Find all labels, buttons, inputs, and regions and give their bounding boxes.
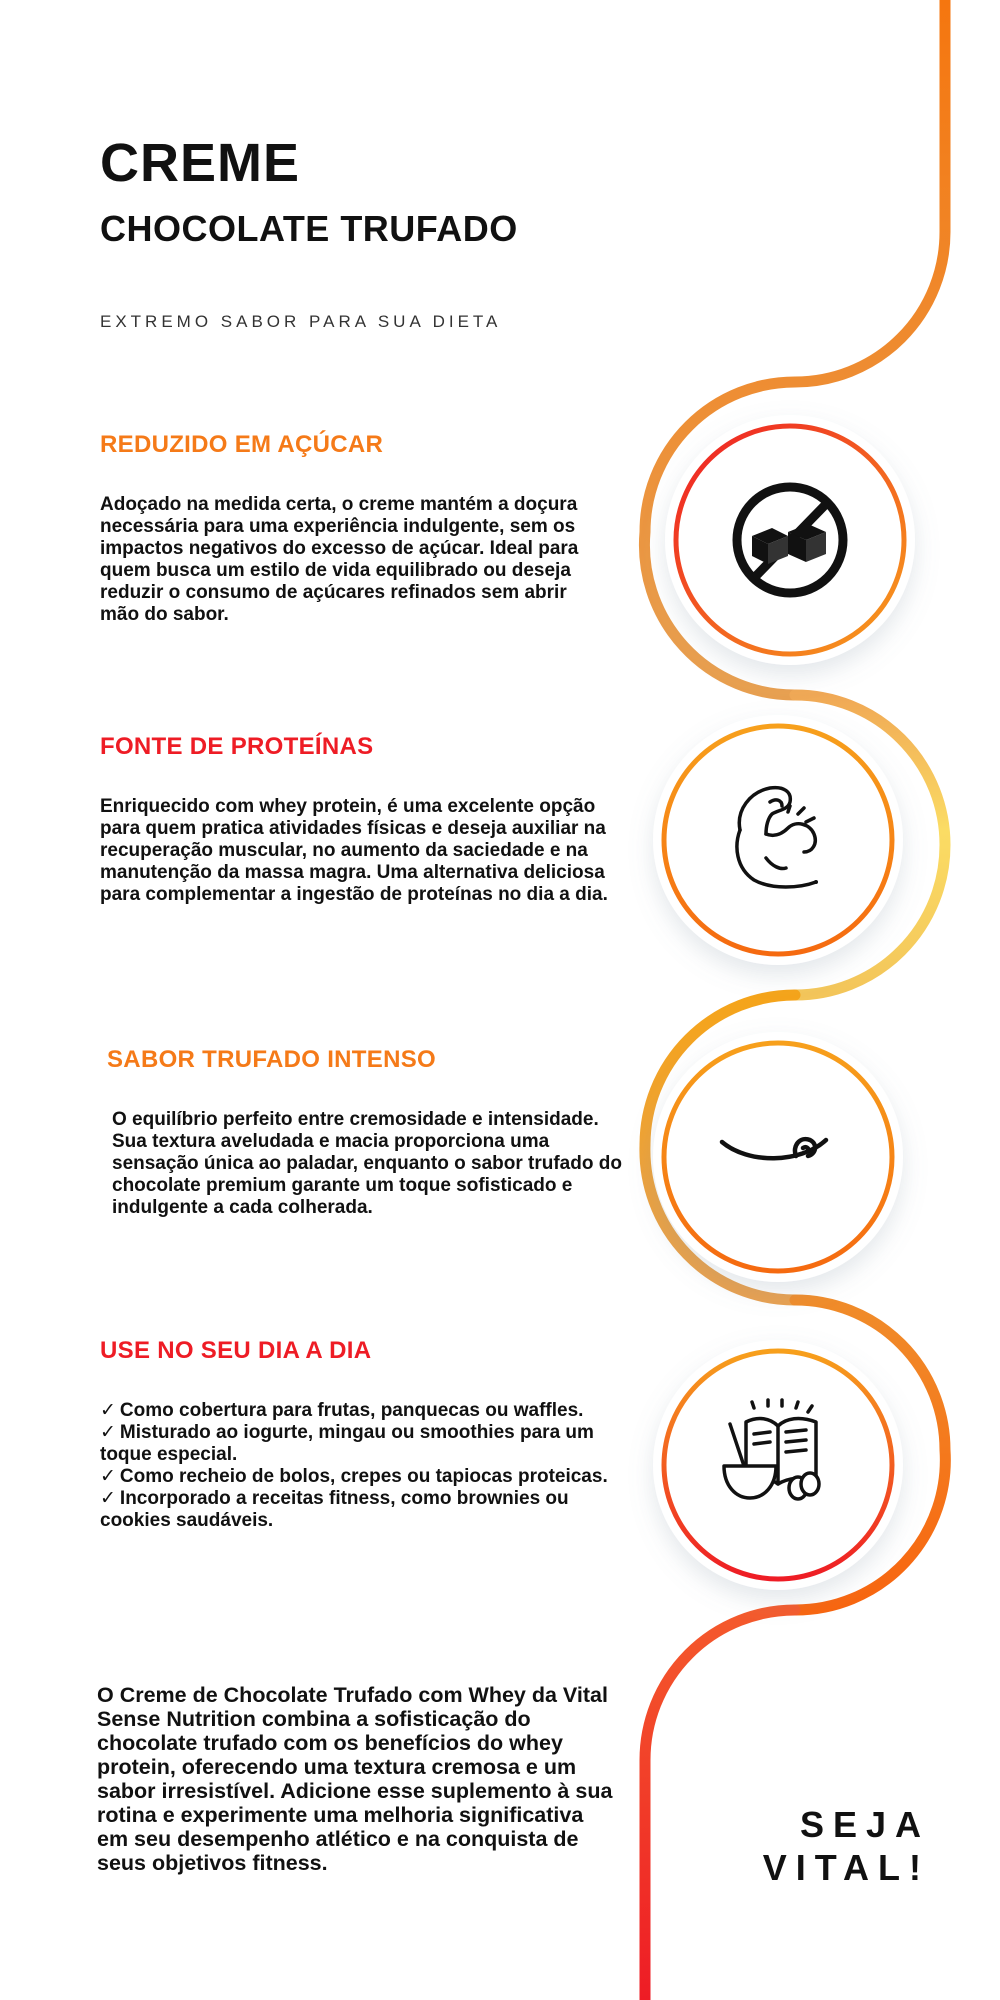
no-sugar-cubes-icon [730, 480, 850, 600]
check-icon: ✓ [100, 1488, 116, 1509]
daily-use-list [100, 1400, 625, 1532]
page-title: CREME [100, 133, 301, 193]
section-heading-protein: FONTE DE PROTEÍNAS [100, 733, 374, 760]
section-body-protein: Enriquecido com whey protein, é uma excelente opção para quem pratica atividades físicas e deseja auxiliar na recuperação muscular, no aumento da saciedade e na manutenção da massa magra. Uma alternativa deliciosa para complementar a ingestão de proteínas no dia a dia. [100, 796, 608, 905]
list-item: ✓ Misturado ao iogurte, mingau ou smoothies para um toque especial. [100, 1422, 594, 1465]
list-item: ✓ Incorporado a receitas fitness, como brownies ou cookies saudáveis. [100, 1488, 569, 1531]
cta-slogan [763, 1803, 930, 1889]
page-subtitle: CHOCOLATE TRUFADO [100, 208, 518, 249]
check-icon: ✓ [100, 1422, 116, 1443]
tongue-smile-icon [718, 1100, 838, 1220]
section-body-reduced-sugar: Adoçado na medida certa, o creme mantém a doçura necessária para uma experiência indulgente, sem os impactos negativos do excesso de açúcar. Ideal para quem busca um estilo de vida equilibrado ou deseja reduzir o consumo de açúcares refinados sem abrir mão do sabor. [100, 494, 579, 625]
tagline: EXTREMO SABOR PARA SUA DIETA [100, 312, 502, 331]
check-icon: ✓ [100, 1466, 116, 1487]
section-heading-reduced-sugar: REDUZIDO EM AÇÚCAR [100, 431, 384, 458]
cta-line-1: SEJA [799, 1804, 930, 1845]
check-icon: ✓ [100, 1400, 116, 1421]
cta-line-2: VITAL! [762, 1847, 930, 1888]
section-body-truffle-flavor: O equilíbrio perfeito entre cremosidade e intensidade. Sua textura aveludada e macia proporciona uma sensação única ao paladar, enquanto o sabor trufado do chocolate premium garante um toque sofisticado e indulgente a cada colherada. [112, 1109, 622, 1218]
closing-paragraph: O Creme de Chocolate Trufado com Whey da Vital Sense Nutrition combina a sofisticação do chocolate trufado com os benefícios do whey protein, oferecendo uma textura cremosa e um sabor irresistível. Adicione esse suplemento à sua rotina e experimente uma melhoria significativa em seu desempenho atlético e na conquista de seus objetivos fitness. [97, 1683, 613, 1875]
list-item: ✓ Como recheio de bolos, crepes ou tapiocas proteicas. [100, 1466, 608, 1487]
section-heading-daily-use: USE NO SEU DIA A DIA [100, 1337, 372, 1364]
list-item: ✓ Como cobertura para frutas, panquecas ou waffles. [100, 1400, 584, 1421]
section-heading-truffle-flavor: SABOR TRUFADO INTENSO [107, 1046, 436, 1073]
recipe-book-bowl-icon [716, 1396, 840, 1520]
flexed-arm-icon [718, 780, 838, 900]
